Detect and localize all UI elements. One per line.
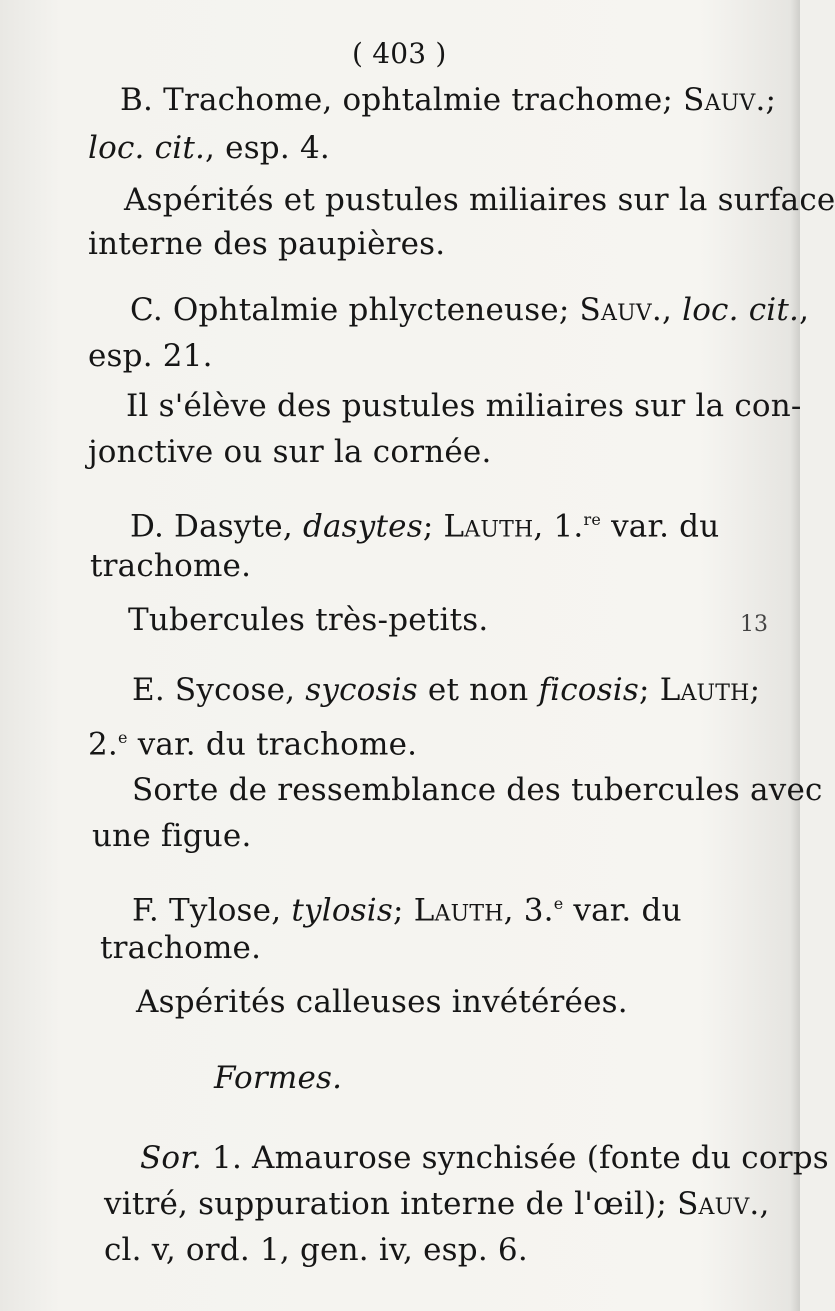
- paragraph-line: Sor. 1. Amaurose synchisée (fonte du corps: [140, 1140, 829, 1176]
- paragraph-line: Aspérités calleuses invétérées.: [136, 984, 628, 1020]
- section-heading: Formes.: [214, 1060, 343, 1096]
- page-header: ( 403 ): [352, 37, 447, 70]
- text-run: B. Trachome, ophtalmie trachome;: [120, 82, 684, 118]
- paragraph-line: Il s'élève des pustules miliaires sur la con-: [126, 388, 802, 424]
- paragraph-line: cl. v, ord. 1, gen. iv, esp. 6.: [104, 1232, 528, 1268]
- paragraph-line: Sorte de ressemblance des tubercules avec: [132, 772, 823, 808]
- paragraph-line: F. Tylose, tylosis; Lauth, 3.$^e$ var. du: [132, 892, 682, 929]
- paragraph-line: Aspérités et pustules miliaires sur la surface: [124, 182, 835, 218]
- paragraph-line: trachome.: [100, 930, 262, 966]
- paragraph-line: 2.$^e$ var. du trachome.: [88, 726, 418, 763]
- paragraph-line: interne des paupières.: [88, 226, 446, 262]
- show-through-text: [215, 52, 222, 77]
- paragraph-line: trachome.: [90, 548, 252, 584]
- paragraph-line: esp. 21.: [88, 338, 213, 374]
- paragraph-line: E. Sycose, sycosis et non ficosis; Lauth;: [132, 672, 761, 708]
- paragraph-line: vitré, suppuration interne de l'œil); Sauv.,: [104, 1186, 770, 1222]
- margin-mark: 13: [740, 612, 768, 637]
- paragraph-line: D. Dasyte, dasytes; Lauth, 1.$^{re}$ var. du: [130, 508, 720, 545]
- paragraph-line: une figue.: [92, 818, 252, 854]
- author-abbrev: Sauv.;: [683, 82, 777, 118]
- paragraph-line: C. Ophtalmie phlycteneuse; Sauv., loc. cit.,: [130, 292, 810, 328]
- paragraph-line: Tubercules très-petits.: [128, 602, 489, 638]
- paragraph-line: [120, 80, 776, 120]
- paragraph-line: jonctive ou sur la cornée.: [88, 434, 492, 470]
- paragraph-line: loc. cit., esp. 4.: [88, 130, 330, 166]
